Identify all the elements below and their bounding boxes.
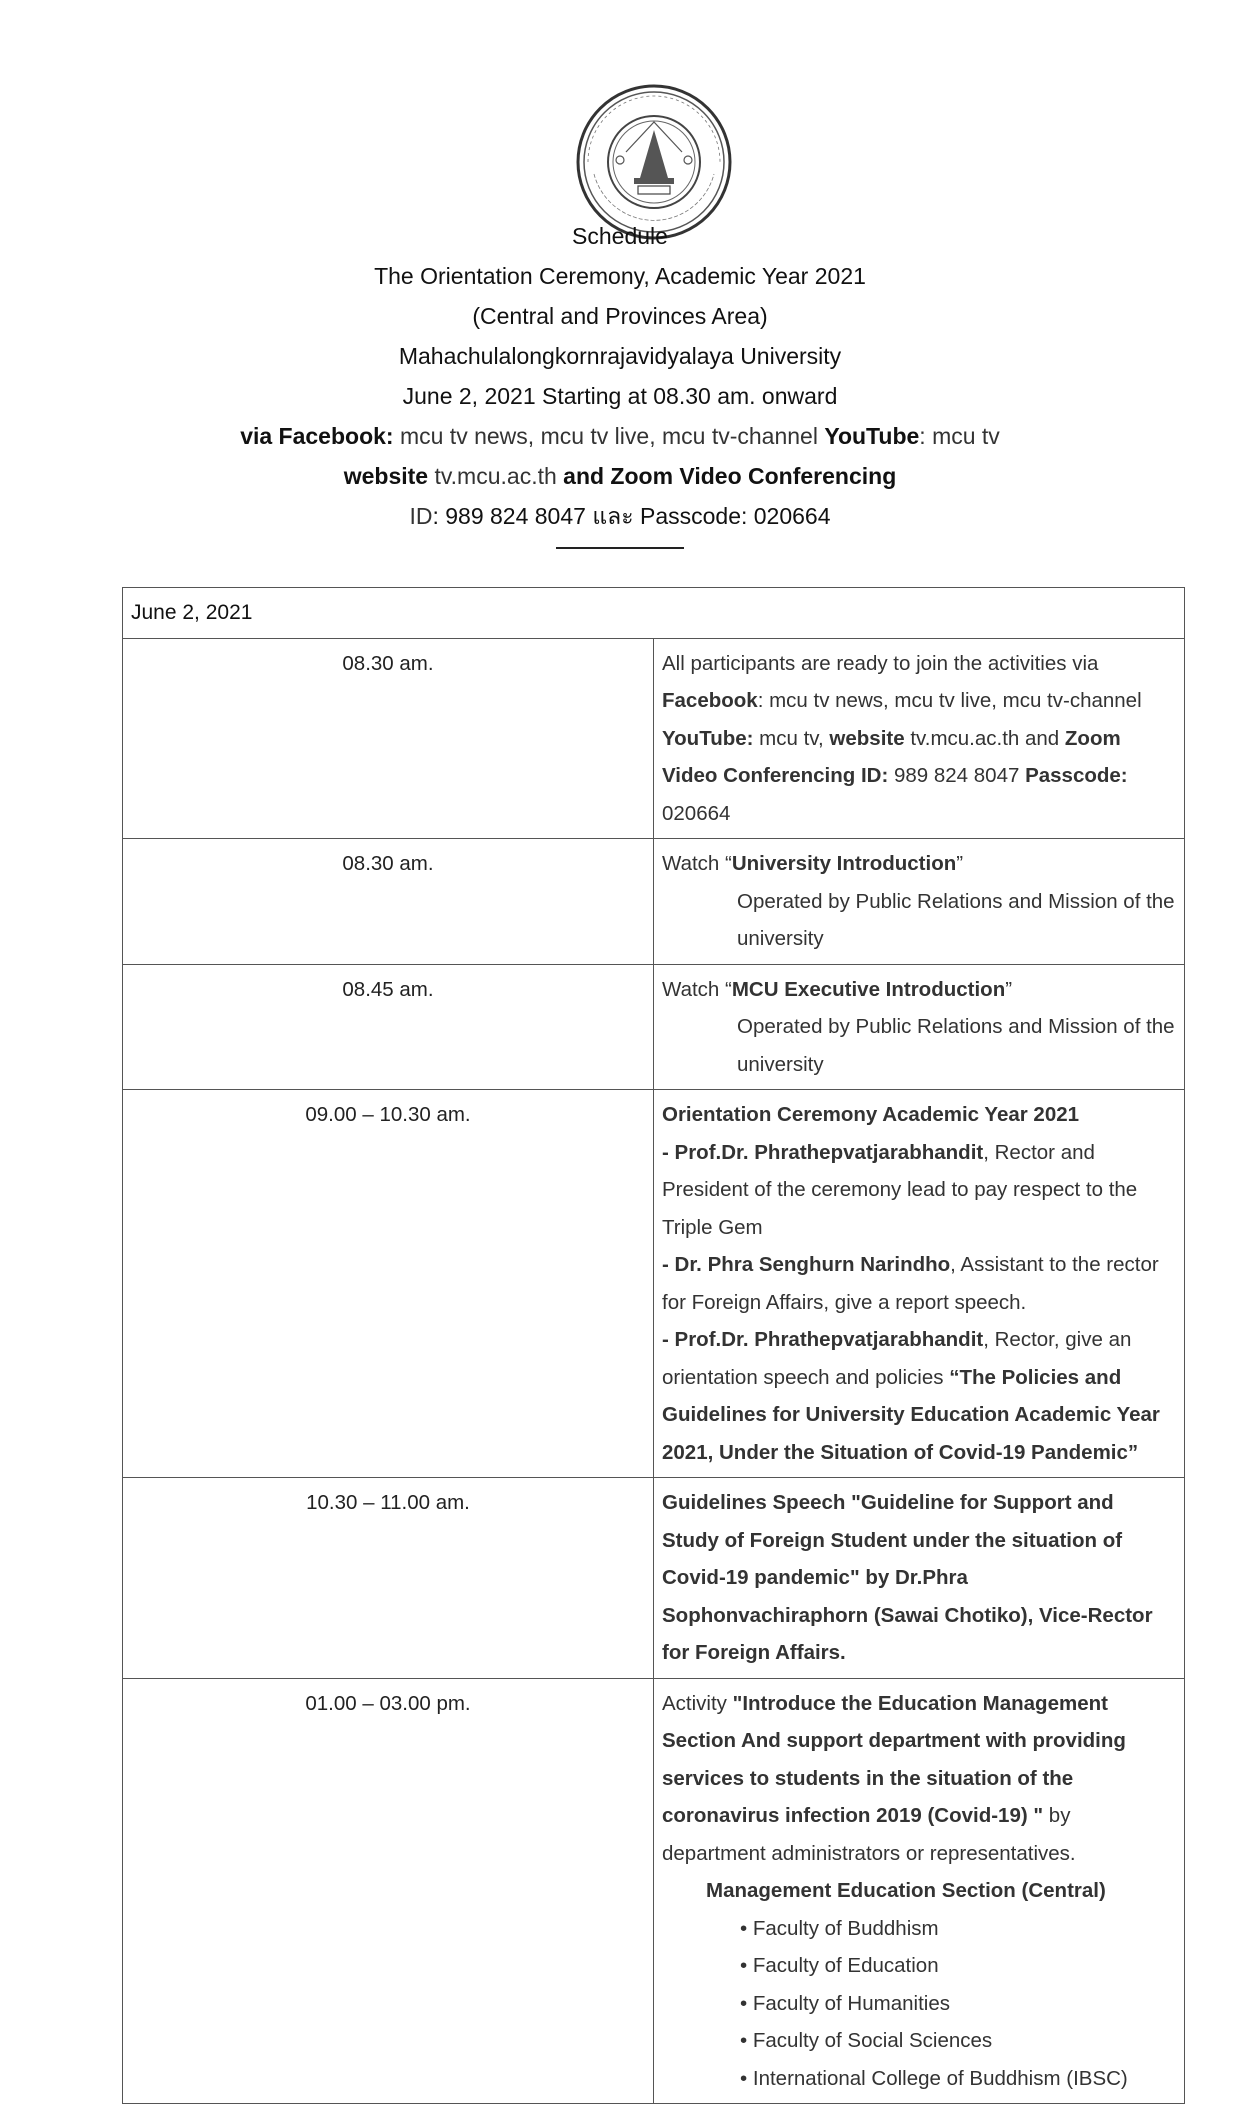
row-activity: Watch “MCU Executive Introduction” Operated by Public Relations and Mission of the university xyxy=(654,964,1185,1090)
youtube-label: YouTube xyxy=(824,423,920,449)
website-label: website xyxy=(343,463,429,489)
section-heading: Management Education Section (Central) xyxy=(706,1879,1106,1902)
row-time: 08.30 am. xyxy=(123,638,654,839)
table-row xyxy=(123,588,1185,639)
operated-by-note: Operated by Public Relations and Mission of the university xyxy=(737,1015,1175,1076)
header-area: (Central and Provinces Area) xyxy=(472,303,768,329)
list-item: • Faculty of Social Sciences xyxy=(740,2029,993,2052)
facebook-label: via Facebook: xyxy=(240,423,394,449)
header-date: June 2, 2021 Starting at 08.30 am. onward xyxy=(402,383,838,409)
header-website xyxy=(0,456,1240,496)
table-row xyxy=(123,1478,1185,1679)
row-time: 01.00 – 03.00 pm. xyxy=(123,1678,654,2104)
list-item: • Faculty of Buddhism xyxy=(740,1916,939,1940)
row-time: 08.45 am. xyxy=(123,964,654,1090)
document-header xyxy=(0,216,1240,554)
row-activity: Watch “University Introduction” Operated by Public Relations and Mission of the university xyxy=(654,839,1185,965)
header-event-title: The Orientation Ceremony, Academic Year 2021 xyxy=(374,263,866,289)
list-item: • Faculty of Education xyxy=(740,1954,939,1977)
row-activity: Orientation Ceremony Academic Year 2021 - Prof.Dr. Phrathepvatjarabhandit, Rector and President of the ceremony lead to pay respect to the Triple Gem - Dr. Phra Senghurn Narindho, Assistant to the rector for Foreign Affairs, give a report speech. - Prof.Dr. Phrathepvatjarabhandit, Rector, give an orientation speech and policies “The Policies and Guidelines for University Education Academic Year 2021, Under the Situation of Covid-19 Pandemic” xyxy=(654,1090,1185,1478)
table-row xyxy=(123,638,1185,839)
row-time: 10.30 – 11.00 am. xyxy=(123,1478,654,1679)
table-row xyxy=(123,839,1185,965)
list-item: • International College of Buddhism (IBSC) xyxy=(740,2066,1128,2090)
id-label: ID xyxy=(409,503,433,529)
row-time: 08.30 am. xyxy=(123,839,654,965)
table-row xyxy=(123,1678,1185,2104)
schedule-date: June 2, 2021 xyxy=(123,588,1185,639)
header-channels xyxy=(0,416,1240,456)
table-row xyxy=(123,1090,1185,1478)
row-time: 09.00 – 10.30 am. xyxy=(123,1090,654,1478)
header-schedule: Schedule xyxy=(572,223,668,249)
zoom-id-passcode: : 989 824 8047 และ Passcode: 020664 xyxy=(432,503,831,529)
table-row xyxy=(123,964,1185,1090)
header-zoom-id xyxy=(0,496,1240,536)
list-item: • Faculty of Humanities xyxy=(740,1991,950,2015)
ceremony-title: Orientation Ceremony Academic Year 2021 xyxy=(662,1103,1080,1126)
youtube-channel: : mcu tv xyxy=(919,423,1000,449)
row-activity: All participants are ready to join the activities via Facebook: mcu tv news, mcu tv live, mcu tv-channel YouTube: mcu tv, website tv.mcu.ac.th and Zoom Video Conferencing ID: 989 824 8047 Passcode: 020664 xyxy=(654,638,1185,839)
schedule-table xyxy=(122,587,1185,2104)
facebook-channels: mcu tv news, mcu tv live, mcu tv-channel xyxy=(393,423,825,449)
row-activity: Activity "Introduce the Education Management Section And support department with providing services to students in the situation of the coronavirus infection 2019 (Covid-19) " by department administrators or representatives. Management Education Section (Central) • Faculty of Buddhism • Faculty of Education • Faculty of Humanities • Faculty of Social Sciences • International College of Buddhism (IBSC) xyxy=(654,1678,1185,2104)
row-activity: Guidelines Speech "Guideline for Support and Study of Foreign Student under the situation of Covid-19 pandemic" by Dr.Phra Sophonvachiraphorn (Sawai Chotiko), Vice-Rector for Foreign Affairs. xyxy=(654,1478,1185,1679)
website-url: tv.mcu.ac.th xyxy=(428,463,564,489)
operated-by-note: Operated by Public Relations and Mission of the university xyxy=(737,889,1175,950)
header-university: Mahachulalongkornrajavidyalaya University xyxy=(398,343,842,369)
header-divider xyxy=(0,536,1240,554)
zoom-label: and Zoom Video Conferencing xyxy=(563,463,897,489)
